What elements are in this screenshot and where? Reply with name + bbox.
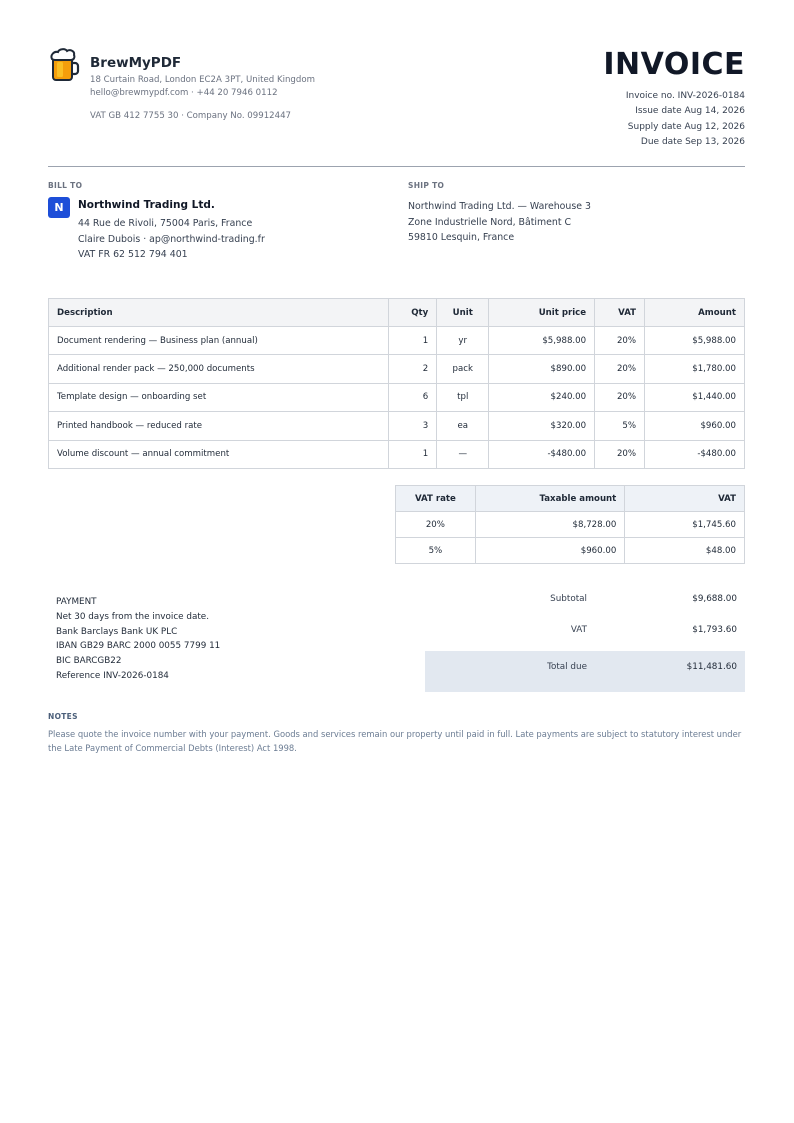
ship-to-line: Zone Industrielle Nord, Bâtiment C — [408, 216, 572, 228]
bill-to-label: BILL TO — [48, 181, 83, 190]
item-qty: 3 — [389, 412, 437, 440]
total-due-row — [425, 651, 745, 692]
seller-registration: VAT GB 412 7755 30 · Company No. 09912447 — [90, 111, 292, 121]
item-unit: tpl — [437, 383, 489, 411]
item-amount: $1,440.00 — [645, 383, 745, 411]
vat-total-row — [425, 620, 745, 651]
payment-bic: BIC BARCGB22 — [56, 656, 122, 667]
item-amount: $960.00 — [645, 412, 745, 440]
taxable-amount: $8,728.00 — [475, 512, 625, 538]
item-qty: 1 — [389, 327, 437, 355]
item-vat: 20% — [595, 440, 645, 468]
vat-amount: $48.00 — [625, 538, 745, 564]
item-amount: $1,780.00 — [645, 355, 745, 383]
item-unit-price: $240.00 — [489, 383, 595, 411]
vat-total-value: $1,793.60 — [692, 625, 737, 635]
item-description: Volume discount — annual commitment — [49, 440, 389, 468]
payment-details — [56, 595, 396, 684]
column-header-amount: Amount — [645, 299, 745, 327]
notes-label: NOTES — [48, 712, 78, 721]
notes-section — [48, 712, 745, 755]
item-description: Printed handbook — reduced rate — [49, 412, 389, 440]
table-row — [396, 512, 745, 538]
customer-address: 44 Rue de Rivoli, 75004 Paris, France — [78, 218, 253, 229]
item-vat: 20% — [595, 383, 645, 411]
item-qty: 2 — [389, 355, 437, 383]
column-header-unit-price: Unit price — [489, 299, 595, 327]
ship-to-line: Northwind Trading Ltd. — Warehouse 3 — [408, 201, 591, 212]
item-unit-price: $890.00 — [489, 355, 595, 383]
vat-summary-table — [395, 485, 745, 564]
vat-rate: 20% — [396, 512, 476, 538]
table-row — [49, 327, 745, 355]
header-divider — [48, 166, 745, 167]
totals-section — [425, 589, 745, 692]
item-qty: 6 — [389, 383, 437, 411]
item-unit-price: $320.00 — [489, 412, 595, 440]
customer-name: Northwind Trading Ltd. — [78, 199, 215, 211]
item-unit-price: $5,988.00 — [489, 327, 595, 355]
total-due-label: Total due — [547, 662, 587, 672]
column-header-vat-amount: VAT — [625, 486, 745, 512]
ship-to-label: SHIP TO — [408, 181, 445, 190]
item-vat: 20% — [595, 327, 645, 355]
invoice-page — [48, 47, 745, 753]
column-header-qty: Qty — [389, 299, 437, 327]
seller-name: BrewMyPDF — [90, 55, 182, 71]
column-header-description: Description — [49, 299, 389, 327]
item-description: Document rendering — Business plan (annual) — [49, 327, 389, 355]
item-unit: — — [437, 440, 489, 468]
column-header-unit: Unit — [437, 299, 489, 327]
table-row — [396, 538, 745, 564]
item-vat: 20% — [595, 355, 645, 383]
supply-date: Supply date Aug 12, 2026 — [627, 121, 745, 132]
item-description: Template design — onboarding set — [49, 383, 389, 411]
total-due-value: $11,481.60 — [686, 662, 737, 672]
table-row — [49, 412, 745, 440]
payment-reference: Reference INV-2026-0184 — [56, 670, 169, 681]
invoice-meta — [603, 48, 745, 150]
parties-section — [48, 181, 745, 271]
notes-text: Please quote the invoice number with your payment. Goods and services remain our property until paid in full. Late payments are subject to statutory interest under the Late Payment of Commercial Debts (Interest) Act 1998. — [48, 729, 742, 753]
item-unit-price: -$480.00 — [489, 440, 595, 468]
subtotal-row — [425, 589, 745, 620]
table-header-row — [49, 299, 745, 327]
item-unit: yr — [437, 327, 489, 355]
customer-avatar: N — [48, 197, 70, 218]
column-header-vat: VAT — [595, 299, 645, 327]
item-unit: pack — [437, 355, 489, 383]
bill-to — [48, 181, 388, 260]
vat-rate: 5% — [396, 538, 476, 564]
vat-amount: $1,745.60 — [625, 512, 745, 538]
column-header-vat-rate: VAT rate — [396, 486, 476, 512]
ship-to — [408, 181, 745, 246]
item-description: Additional render pack — 250,000 documents — [49, 355, 389, 383]
payment-label: PAYMENT — [56, 597, 97, 607]
issue-date: Issue date Aug 14, 2026 — [635, 106, 745, 117]
item-amount: -$480.00 — [645, 440, 745, 468]
item-unit: ea — [437, 412, 489, 440]
item-vat: 5% — [595, 412, 645, 440]
invoice-header — [48, 48, 745, 166]
table-row — [49, 355, 745, 383]
seller-info — [90, 55, 315, 123]
payment-terms: Net 30 days from the invoice date. — [56, 611, 210, 622]
customer-contact: Claire Dubois · ap@northwind-trading.fr — [78, 233, 265, 245]
payment-bank: Bank Barclays Bank UK PLC — [56, 626, 178, 637]
table-row — [49, 383, 745, 411]
invoice-number: Invoice no. INV-2026-0184 — [625, 91, 745, 101]
taxable-amount: $960.00 — [475, 538, 625, 564]
subtotal-value: $9,688.00 — [692, 594, 737, 604]
seller-contact: hello@brewmypdf.com · +44 20 7946 0112 — [90, 88, 278, 98]
ship-to-line: 59810 Lesquin, France — [408, 232, 515, 243]
table-row — [49, 440, 745, 468]
column-header-taxable-amount: Taxable amount — [475, 486, 625, 512]
subtotal-label: Subtotal — [550, 594, 587, 604]
bill-to-details — [78, 198, 265, 263]
item-amount: $5,988.00 — [645, 327, 745, 355]
payment-iban: IBAN GB29 BARC 2000 0055 7799 11 — [56, 641, 221, 652]
vat-total-label: VAT — [570, 625, 587, 635]
seller-address: 18 Curtain Road, London EC2A 3PT, United Kingdom — [90, 75, 315, 85]
item-qty: 1 — [389, 440, 437, 468]
invoice-title: INVOICE — [603, 47, 745, 82]
table-header-row — [396, 486, 745, 512]
line-items-table — [48, 298, 745, 469]
beer-mug-icon — [48, 48, 80, 82]
due-date: Due date Sep 13, 2026 — [640, 136, 745, 147]
customer-vat: VAT FR 62 512 794 401 — [78, 249, 188, 260]
